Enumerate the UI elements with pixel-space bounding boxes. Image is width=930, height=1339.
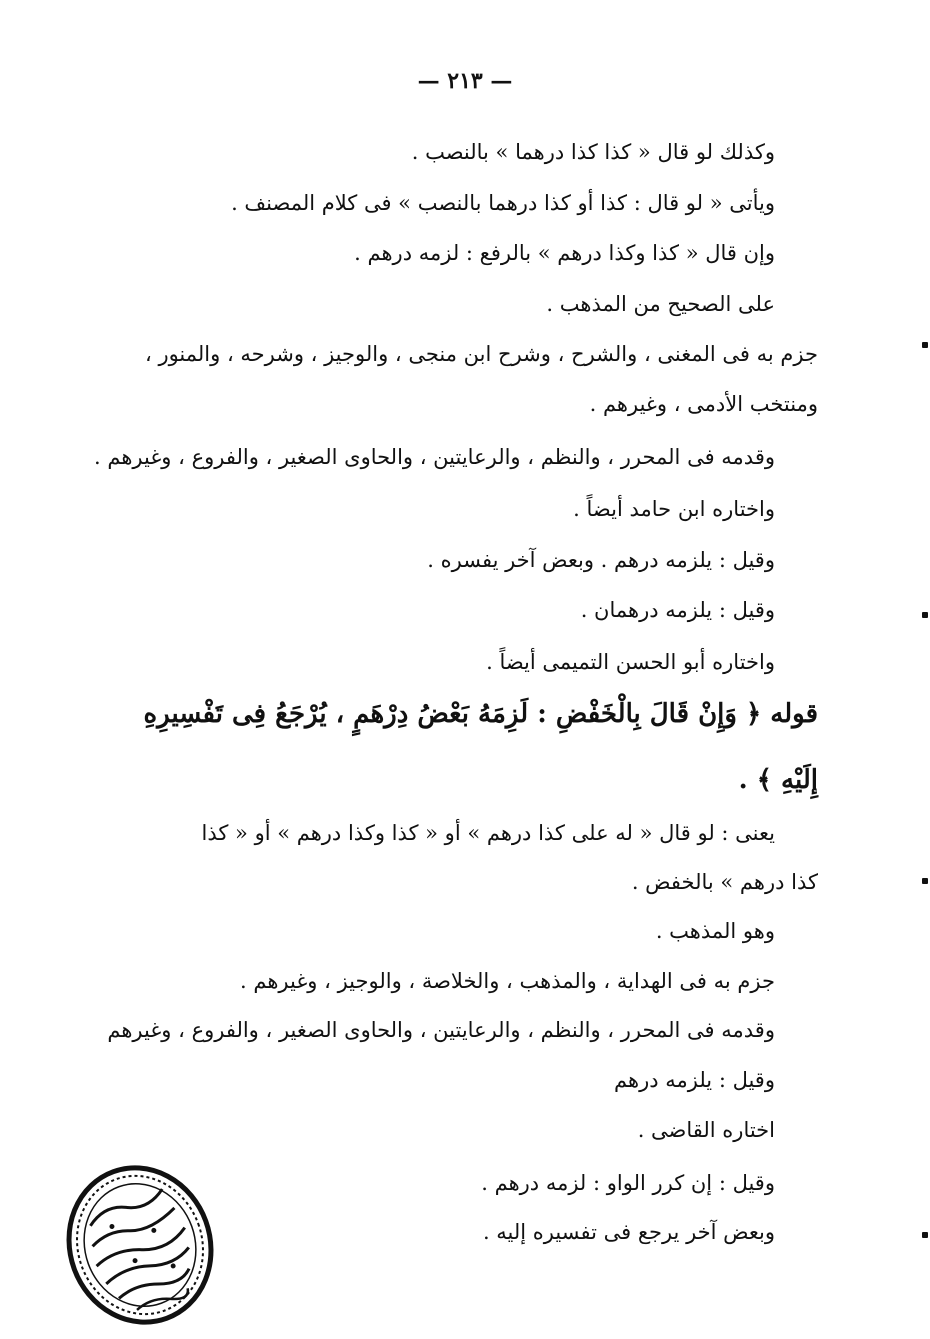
text-line-5: جزم به فى المغنى ، والشرح ، وشرح ابن منجى ، والوجيز ، وشرحه ، والمنور ، bbox=[144, 342, 818, 366]
text-line-13: كذا درهم » بالخفض . bbox=[631, 870, 818, 894]
seal-graphic bbox=[60, 1160, 220, 1330]
text-line-16: وقدمه فى المحرر ، والنظم ، والرعايتين ، والحاوى الصغير ، والفروع ، وغيرهم bbox=[107, 1018, 775, 1042]
text-line-17: وقيل : يلزمه درهم bbox=[614, 1068, 775, 1092]
text-line-8: واختاره ابن حامد أيضاً . bbox=[573, 497, 775, 521]
text-line-12: يعنى : لو قال « له على كذا درهم » أو « كذا وكذا درهم » أو « كذا bbox=[201, 821, 775, 845]
text-line-1: وكذلك لو قال « كذا كذا درهما » بالنصب . bbox=[411, 140, 775, 164]
text-line-6: ومنتخب الأدمى ، وغيرهم . bbox=[589, 392, 818, 416]
text-line-11: واختاره أبو الحسن التميمى أيضاً . bbox=[486, 650, 775, 674]
text-line-19: وقيل : إن كرر الواو : لزمه درهم . bbox=[481, 1171, 775, 1195]
heading-line-2: إِلَيْهِ ﴾ . bbox=[738, 765, 818, 795]
page-number: — ٢١٣ — bbox=[417, 68, 513, 94]
text-line-3: وإن قال « كذا وكذا درهم » بالرفع : لزمه درهم . bbox=[354, 241, 775, 265]
text-line-18: اختاره القاضى . bbox=[637, 1118, 775, 1142]
margin-mark bbox=[922, 612, 928, 618]
text-line-2: ويأتى « لو قال : كذا أو كذا درهما بالنصب » فى كلام المصنف . bbox=[231, 191, 775, 215]
text-line-4: على الصحيح من المذهب . bbox=[546, 292, 775, 316]
heading-line-1: قوله ﴿ وَإِنْ قَالَ بِالْخَفْضِ : لَزِمَهُ بَعْضُ دِرْهَمٍ ، يُرْجَعُ فِى تَفْسِيرِهِ bbox=[143, 699, 818, 729]
margin-mark bbox=[922, 342, 928, 348]
text-line-14: وهو المذهب . bbox=[655, 919, 775, 943]
text-line-7: وقدمه فى المحرر ، والنظم ، والرعايتين ، والحاوى الصغير ، والفروع ، وغيرهم . bbox=[94, 445, 775, 469]
margin-mark bbox=[922, 878, 928, 884]
margin-mark bbox=[922, 1232, 928, 1238]
text-line-9: وقيل : يلزمه درهم . وبعض آخر يفسره . bbox=[427, 548, 775, 572]
text-line-10: وقيل : يلزمه درهمان . bbox=[580, 598, 775, 622]
waqf-seal-stamp bbox=[60, 1160, 220, 1330]
text-line-15: جزم به فى الهداية ، والمذهب ، والخلاصة ، والوجيز ، وغيرهم . bbox=[240, 969, 775, 993]
text-line-20: وبعض آخر يرجع فى تفسيره إليه . bbox=[482, 1220, 775, 1244]
